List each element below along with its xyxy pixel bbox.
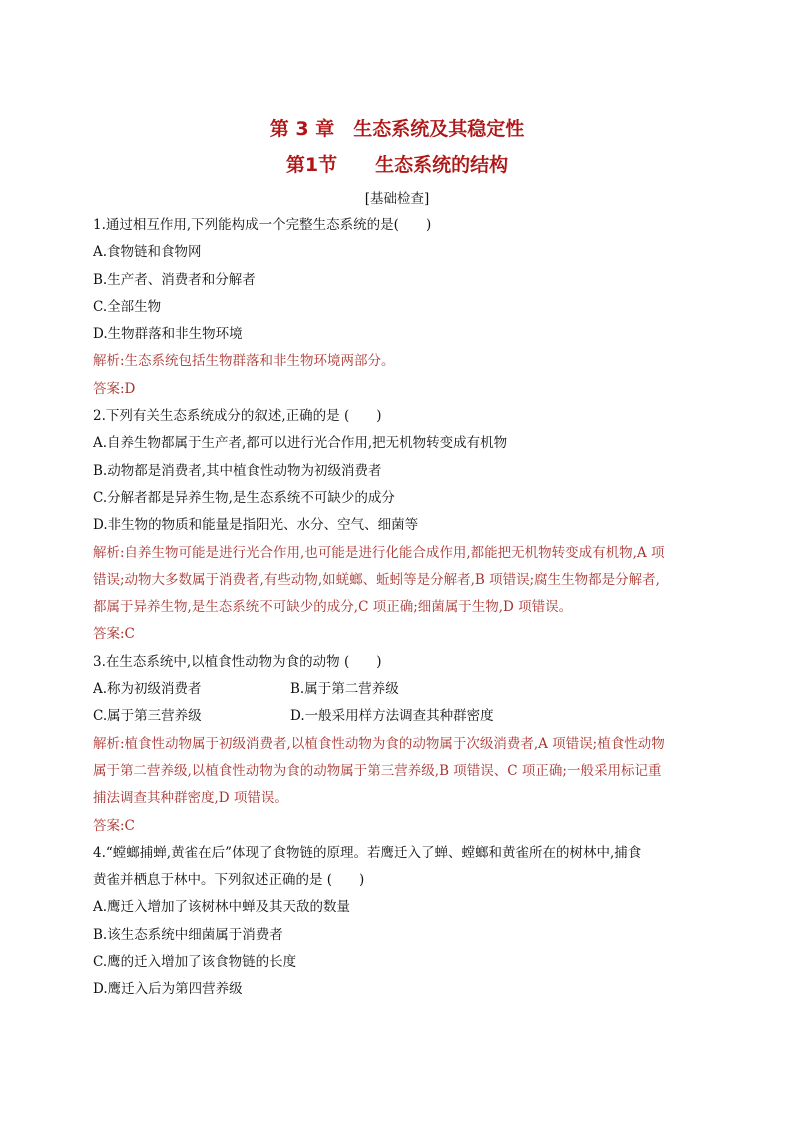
question-2: [93, 403, 705, 649]
option-row: [93, 703, 705, 730]
option-a: A.称为初级消费者: [93, 681, 202, 698]
option-row: [93, 676, 705, 703]
question-list: [93, 212, 705, 1004]
option-d: D.非生物的物质和能量是指阳光、水分、空气、细菌等: [93, 517, 419, 534]
option-d: D.一般采用样方法调查其种群密度: [290, 708, 494, 725]
option-b: B.动物都是消费者,其中植食性动物为初级消费者: [93, 462, 382, 479]
question-stem: 4.“螳螂捕蝉,黄雀在后”体现了食物链的原理。若鹰迁入了蝉、螳螂和黄雀所在的树林中,捕食: [93, 844, 642, 861]
option-c: C.鹰的迁入增加了该食物链的长度: [93, 954, 297, 971]
analysis-text: 都属于异养生物,是生态系统不可缺少的成分,C 项正确;细菌属于生物,D 项错误。: [93, 599, 573, 616]
question-stem: 1.通过相互作用,下列能构成一个完整生态系统的是( ): [93, 217, 432, 233]
analysis-text: 捕法调查其种群密度,D 项错误。: [93, 790, 288, 807]
option-a: A.自养生物都属于生产者,都可以进行光合作用,把无机物转变成有机物: [93, 435, 508, 452]
answer-text: 答案:D: [93, 380, 136, 397]
analysis-text: 错误;动物大多数属于消费者,有些动物,如蜣螂、蚯蚓等是分解者,B 项错误;腐生生物都是分解者,: [93, 571, 660, 588]
answer-text: 答案:C: [93, 626, 135, 643]
option-d: D.鹰迁入后为第四营养级: [93, 981, 243, 998]
subtitle: [基础检查]: [364, 191, 430, 207]
option-a: A.食物链和食物网: [93, 244, 202, 261]
section-title: 第1节 生态系统的结构: [285, 154, 509, 176]
option-b: B.属于第二营养级: [290, 681, 399, 698]
option-b: B.该生态系统中细菌属于消费者: [93, 926, 283, 943]
answer-text: 答案:C: [93, 817, 135, 834]
question-stem: 2.下列有关生态系统成分的叙述,正确的是 ( ): [93, 408, 382, 425]
analysis-text: 解析:自养生物可能是进行光合作用,也可能是进行化能合成作用,都能把无机物转变成有机物,A 项: [93, 544, 665, 561]
question-stem: 3.在生态系统中,以植食性动物为食的动物 ( ): [93, 653, 382, 670]
question-1: [93, 212, 705, 403]
analysis-text: 解析:植食性动物属于初级消费者,以植食性动物为食的动物属于次级消费者,A 项错误;植食性动物: [93, 735, 665, 752]
analysis-text: 解析:生态系统包括生物群落和非生物环境两部分。: [93, 353, 395, 370]
option-a: A.鹰迁入增加了该树林中蝉及其天敌的数量: [93, 899, 351, 916]
option-c: C.分解者都是异养生物,是生态系统不可缺少的成分: [93, 489, 395, 506]
option-b: B.生产者、消费者和分解者: [93, 271, 256, 288]
option-c: C.属于第三营养级: [93, 708, 202, 725]
question-3: [93, 649, 705, 840]
chapter-title: 第 3 章 生态系统及其稳定性: [269, 118, 525, 140]
analysis-text: 属于第二营养级,以植食性动物为食的动物属于第三营养级,B 项错误、C 项正确;一般采用标记重: [93, 762, 662, 779]
option-d: D.生物群落和非生物环境: [93, 326, 243, 343]
option-c: C.全部生物: [93, 298, 162, 315]
question-4: [93, 840, 705, 1004]
question-stem: 黄雀并栖息于林中。下列叙述正确的是 ( ): [93, 872, 365, 889]
